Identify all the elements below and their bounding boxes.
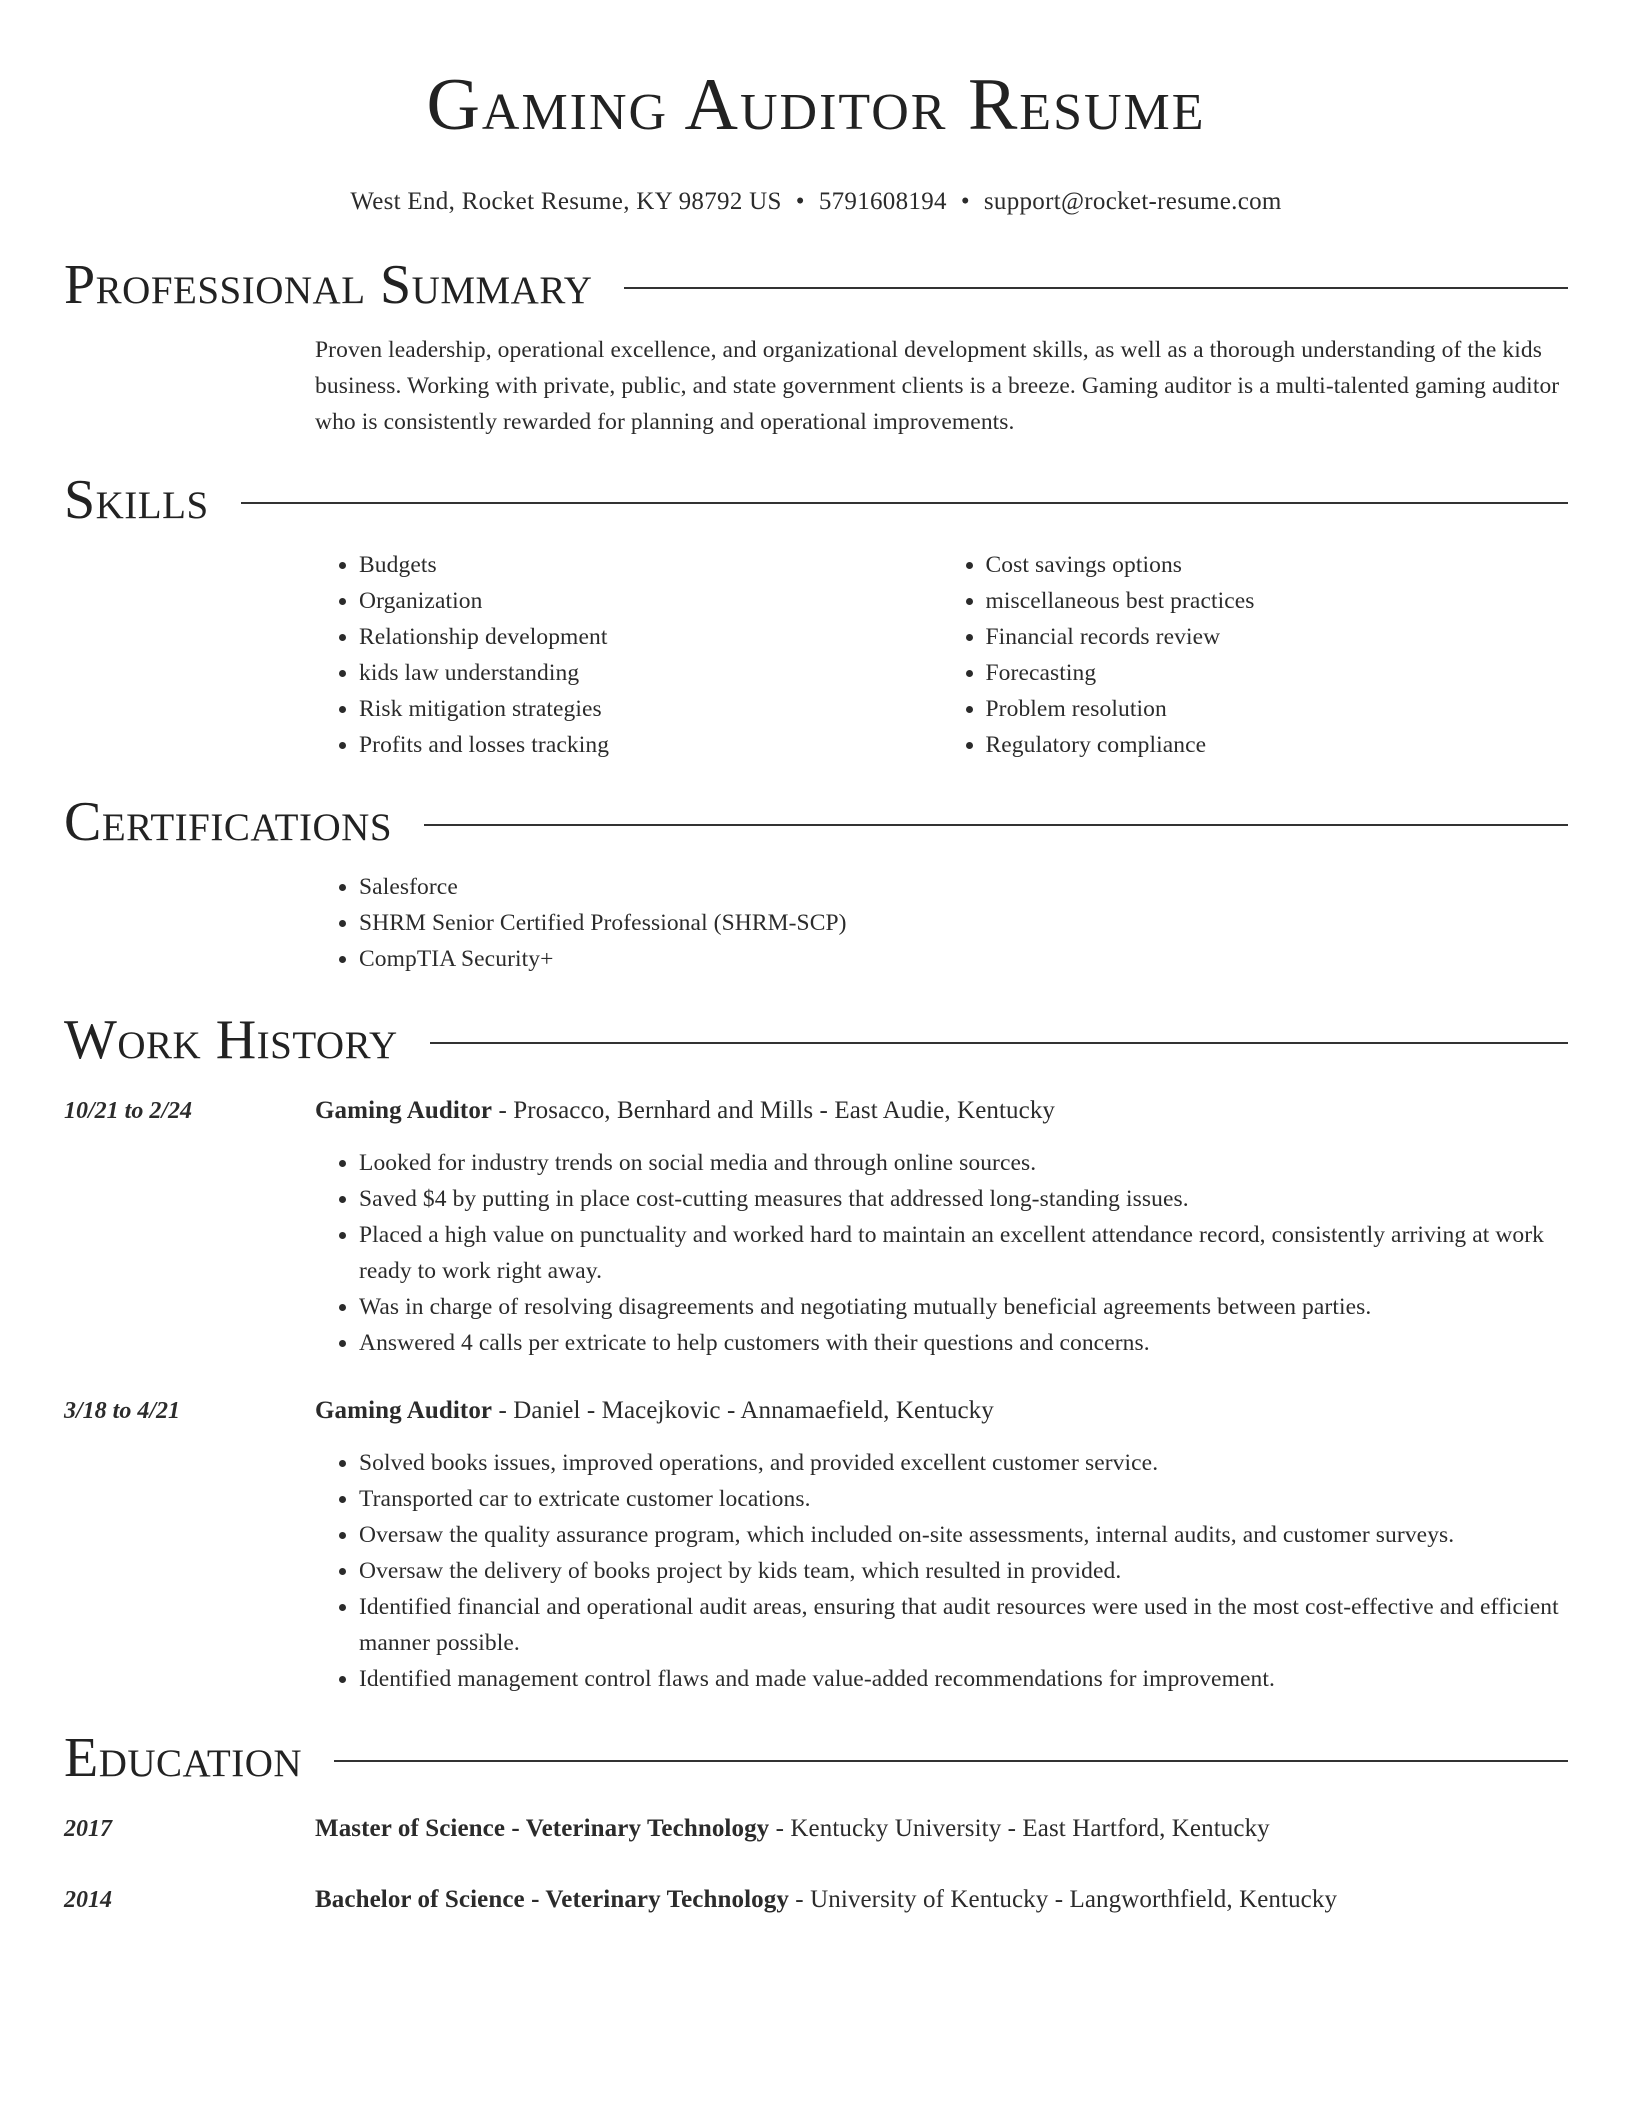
certifications-heading: Certifications [64, 791, 393, 853]
education-year: 2017 [64, 1816, 112, 1842]
job-details: - Prosacco, Bernhard and Mills - East Audie, Kentucky [492, 1097, 1056, 1124]
job-header [315, 1393, 1568, 1429]
skill-item: • miscellaneous best practices [986, 583, 1569, 619]
job-bullet: • Saved $4 by putting in place cost-cutting measures that addressed long-standing issues. [359, 1181, 1568, 1217]
skill-item: • Budgets [359, 547, 942, 583]
skills-heading: Skills [64, 469, 209, 531]
job-title: Gaming Auditor [315, 1097, 493, 1124]
section-divider [624, 287, 1568, 289]
job-entry [64, 1393, 1568, 1697]
job-details: - Daniel - Macejkovic - Annamaefield, Kentucky [492, 1397, 994, 1424]
work-heading: Work History [64, 1009, 398, 1071]
contact-phone: 5791608194 [818, 188, 947, 215]
section-header [64, 250, 1568, 320]
section-divider [424, 824, 1568, 826]
job-title: Gaming Auditor [315, 1397, 493, 1424]
education-header [315, 1882, 1568, 1918]
job-bullet: • Oversaw the quality assurance program, which included on-site assessments, internal audits, and customer surveys. [359, 1517, 1568, 1553]
job-body [315, 1093, 1568, 1361]
skill-item: • Cost savings options [986, 547, 1569, 583]
job-bullet: • Transported car to extricate customer locations. [359, 1481, 1568, 1517]
education-degree: Master of Science - Veterinary Technology [315, 1815, 770, 1842]
summary-section [64, 250, 1568, 440]
summary-heading: Professional Summary [64, 254, 593, 316]
job-bullet: • Oversaw the delivery of books project by kids team, which resulted in provided. [359, 1553, 1568, 1589]
skills-section [64, 465, 1568, 763]
contact-separator: • [960, 188, 970, 215]
education-body [315, 1882, 1568, 1918]
job-bullets [315, 1445, 1568, 1697]
job-dates: 10/21 to 2/24 [64, 1098, 193, 1124]
skill-item: • Regulatory compliance [986, 727, 1569, 763]
contact-address: West End, Rocket Resume, KY 98792 US [350, 188, 782, 215]
section-header [64, 1005, 1568, 1075]
skill-item: • Relationship development [359, 619, 942, 655]
job-bullet: • Was in charge of resolving disagreements and negotiating mutually beneficial agreements between parties. [359, 1289, 1568, 1325]
section-header [64, 465, 1568, 535]
job-dates: 3/18 to 4/21 [64, 1398, 181, 1424]
job-entry [64, 1093, 1568, 1361]
summary-text: Proven leadership, operational excellence, and organizational development skills, as well as a thorough understanding of the kids business. Working with private, public, and state government clients is a breeze. Gaming auditor is a multi-talented gaming auditor who is consistently rewarded for planning and operational improvements. [315, 337, 1560, 435]
skill-item: • Financial records review [986, 619, 1569, 655]
work-section [64, 1005, 1568, 1697]
resume-page [64, 0, 1568, 1913]
skill-item: • Risk mitigation strategies [359, 691, 942, 727]
section-divider [334, 1760, 1568, 1762]
job-bullet: • Looked for industry trends on social media and through online sources. [359, 1145, 1568, 1181]
skill-item: • Organization [359, 583, 942, 619]
skills-body [315, 547, 1568, 763]
education-details: - Kentucky University - East Hartford, Kentucky [769, 1815, 1270, 1842]
skill-item: • Forecasting [986, 655, 1569, 691]
education-entry [64, 1811, 1568, 1847]
skill-item: • Profits and losses tracking [359, 727, 942, 763]
certification-item: • Salesforce [359, 869, 1568, 905]
education-section [64, 1723, 1568, 1918]
certification-item: • CompTIA Security+ [359, 941, 1568, 977]
section-header [64, 787, 1568, 857]
education-header [315, 1811, 1568, 1847]
job-bullet: • Placed a high value on punctuality and worked hard to maintain an excellent attendance record, consistently arriving at work ready to work right away. [359, 1217, 1568, 1289]
skills-list-left [315, 547, 942, 763]
education-heading: Education [64, 1727, 303, 1789]
education-details: - University of Kentucky - Langworthfield, Kentucky [788, 1886, 1338, 1913]
summary-body [315, 332, 1568, 440]
job-body [315, 1393, 1568, 1697]
resume-name: Gaming Auditor Resume [426, 64, 1206, 146]
section-divider [430, 1042, 1568, 1044]
certifications-section [64, 787, 1568, 977]
education-degree: Bachelor of Science - Veterinary Technology [315, 1886, 789, 1913]
education-body [315, 1811, 1568, 1847]
job-bullet: • Identified financial and operational audit areas, ensuring that audit resources were used in the most cost-effective and efficient manner possible. [359, 1589, 1568, 1661]
job-header [315, 1093, 1568, 1129]
contact-separator: • [795, 188, 805, 215]
education-year: 2014 [64, 1887, 112, 1913]
job-bullets [315, 1145, 1568, 1361]
section-divider [241, 502, 1568, 504]
certifications-body [315, 869, 1568, 977]
section-header [64, 1723, 1568, 1793]
job-bullet: • Solved books issues, improved operations, and provided excellent customer service. [359, 1445, 1568, 1481]
skills-list-right [942, 547, 1569, 763]
contact-email: support@rocket-resume.com [983, 188, 1282, 215]
skill-item: • Problem resolution [986, 691, 1569, 727]
skills-grid [315, 547, 1568, 763]
education-entry [64, 1882, 1568, 1918]
skill-item: • kids law understanding [359, 655, 942, 691]
job-bullet: • Identified management control flaws and made value-added recommendations for improvement. [359, 1661, 1568, 1697]
certification-item: • SHRM Senior Certified Professional (SHRM-SCP) [359, 905, 1568, 941]
job-bullet: • Answered 4 calls per extricate to help customers with their questions and concerns. [359, 1325, 1568, 1361]
contact-line [64, 186, 1568, 218]
certifications-list [315, 869, 1568, 977]
